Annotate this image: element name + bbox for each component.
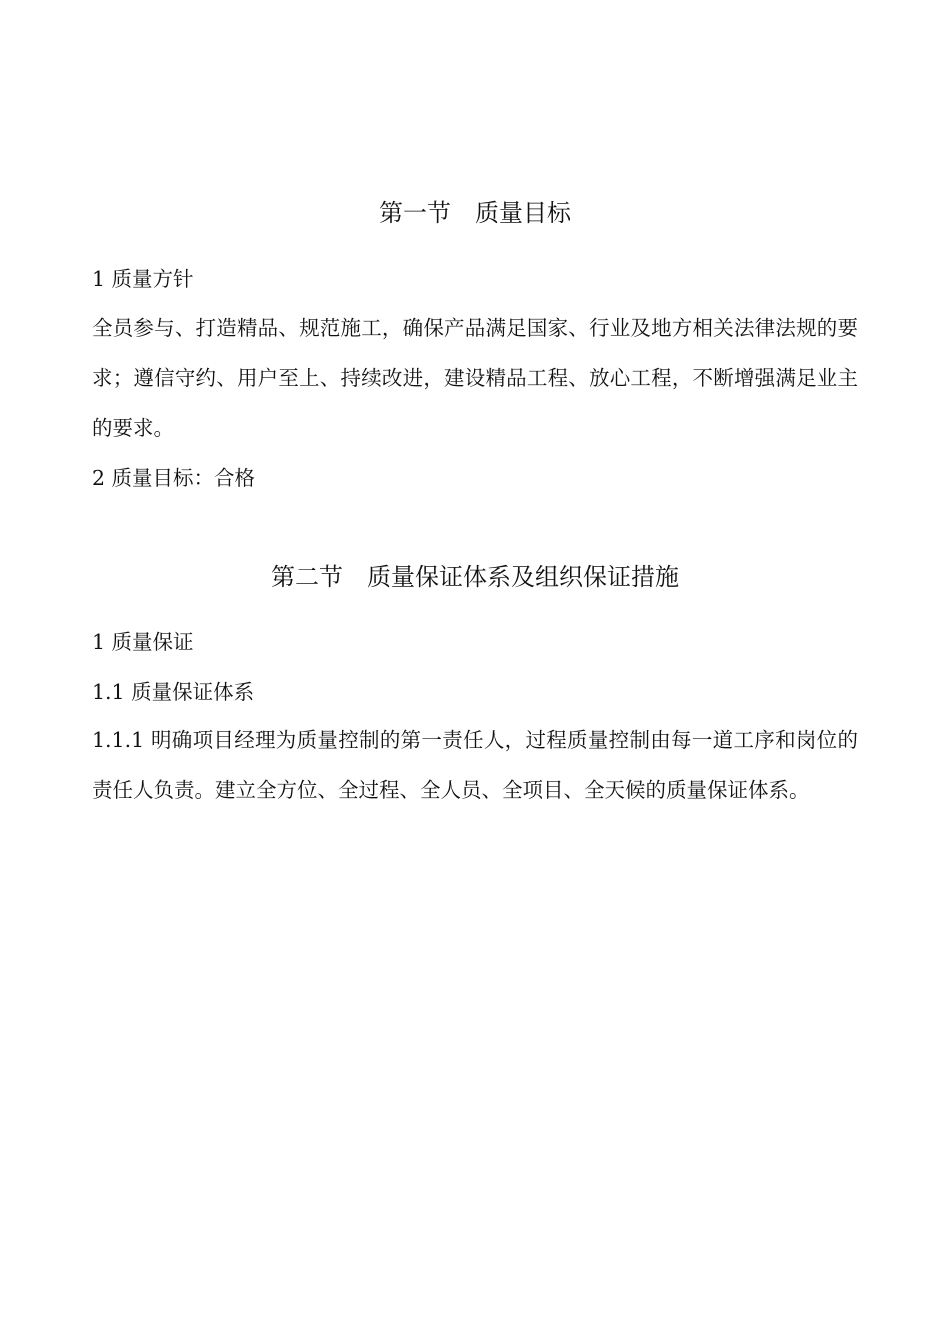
quality-assurance-system-heading: 1.1 质量保证体系 [92, 680, 255, 704]
section-1-title: 第一节 质量目标 [379, 199, 571, 227]
quality-goal-heading: 2 质量目标：合格 [92, 466, 256, 490]
quality-policy-heading: 1 质量方针 [92, 267, 194, 291]
quality-policy-paragraph: 全员参与、打造精品、规范施工，确保产品满足国家、行业及地方相关法律法规的要求；遵信守约、用户至上、持续改进，建设精品工程、放心工程，不断增强满足业主的要求。 [92, 316, 858, 440]
quality-assurance-paragraph: 1.1.1 明确项目经理为质量控制的第一责任人，过程质量控制由每一道工序和岗位的责任人负责。建立全方位、全过程、全人员、全项目、全天候的质量保证体系。 [92, 728, 858, 802]
quality-assurance-heading: 1 质量保证 [92, 630, 194, 654]
section-2-title: 第二节 质量保证体系及组织保证措施 [271, 563, 679, 591]
